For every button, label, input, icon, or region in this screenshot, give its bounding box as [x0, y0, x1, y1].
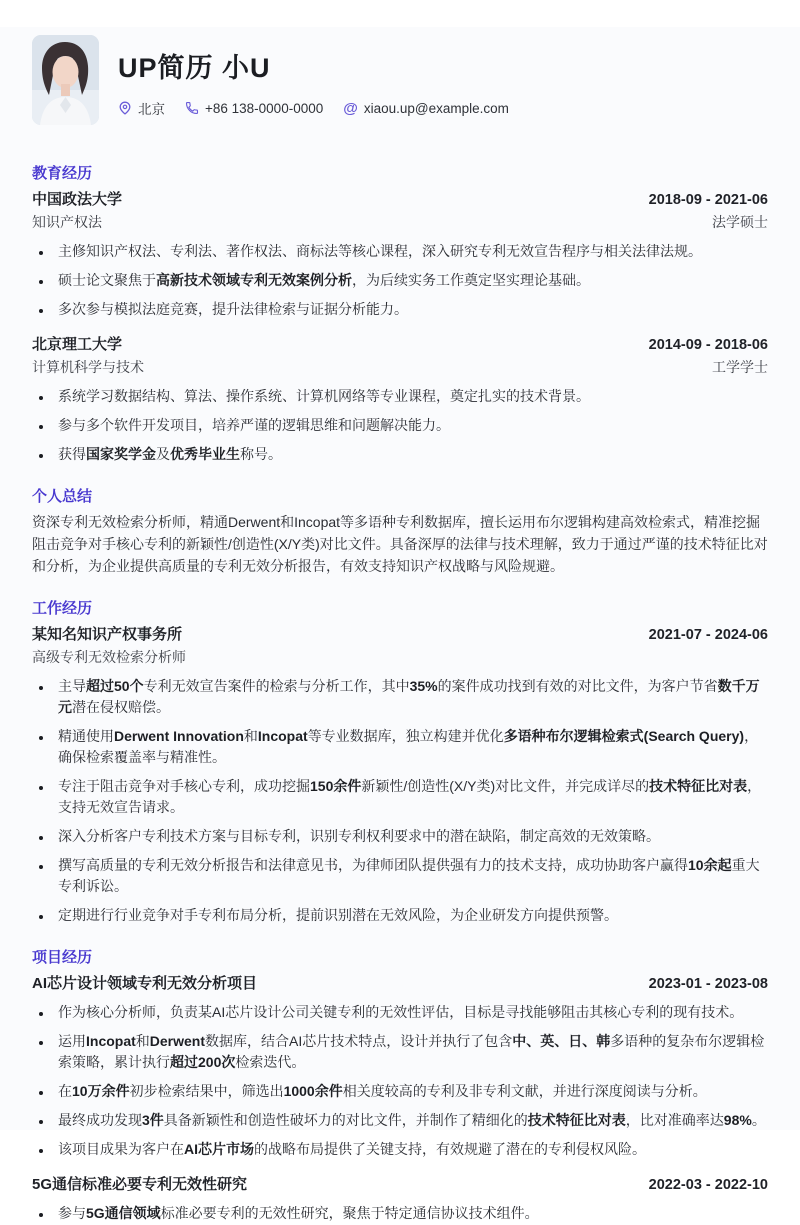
bullet-bold-text: 超过50个 [86, 678, 144, 694]
entry-subtitle-row [32, 209, 768, 232]
location-text: 北京 [138, 102, 165, 117]
entry-subtitle-row [32, 354, 768, 377]
bullet-text: 重大专利诉讼。 [58, 857, 760, 894]
bullet-item [53, 726, 768, 768]
bullet-text: 初步检索结果中，筛选出 [129, 1083, 284, 1099]
bullet-list [32, 676, 768, 926]
bullet-text: ，确保检索覆盖率与精准性。 [58, 728, 759, 765]
entry-header-row [32, 333, 768, 354]
bullet-text: 相关度较高的专利及非专利文献，并进行深度阅读与分析。 [342, 1083, 707, 1099]
bullet-item [53, 386, 768, 407]
bullet-text: 称号。 [240, 446, 282, 462]
bullet-text: 参与 [58, 1205, 86, 1221]
entry-title: AI芯片设计领域专利无效分析项目 [32, 975, 258, 992]
bullet-bold-text: 1000余件 [283, 1083, 343, 1099]
bullet-text: 新颖性/创造性(X/Y类)对比文件，并完成详尽的 [361, 778, 650, 794]
bullet-item [53, 1081, 768, 1102]
bullet-text: 定期进行行业竞争对手专利布局分析，提前识别潜在无效风险，为企业研发方向提供预警。 [58, 907, 618, 923]
bullet-item [53, 1203, 768, 1224]
contact-row [118, 98, 509, 118]
bullet-bold-text: 3件 [142, 1112, 164, 1128]
section-title-summary: 个人总结 [32, 488, 93, 505]
email-at-icon: @ [343, 99, 358, 117]
bullet-bold-text: 10万余件 [72, 1083, 130, 1099]
bullet-item [53, 299, 768, 320]
bullet-item [53, 776, 768, 818]
bullet-item [53, 415, 768, 436]
bullet-text: 撰写高质量的专利无效分析报告和法律意见书，为律师团队提供强有力的技术支持，成功协助客户赢得 [58, 857, 688, 873]
bullet-list [32, 386, 768, 465]
section-summary [32, 485, 768, 577]
entry-dates: 2023-01 - 2023-08 [648, 976, 768, 992]
bullet-item [53, 241, 768, 262]
project-entries [32, 972, 768, 1224]
section-title-education: 教育经历 [32, 165, 93, 182]
entry-subtitle-row [32, 644, 768, 667]
bullet-item [53, 270, 768, 291]
section-projects [32, 946, 768, 1224]
education-entry [32, 188, 768, 320]
bullet-text: 最终成功发现 [58, 1112, 142, 1128]
bullet-bold-text: 150余件 [310, 778, 362, 794]
resume-body [0, 162, 800, 1224]
bullet-item [53, 1031, 768, 1073]
bullet-bold-text: 多语种布尔逻辑检索式(Search Query) [503, 728, 745, 744]
education-entry [32, 333, 768, 465]
bullet-text: 深入分析客户专利技术方案与目标专利，识别专利权利要求中的潜在缺陷，制定高效的无效策略。 [58, 828, 660, 844]
entry-title: 某知名知识产权事务所 [32, 626, 183, 643]
contact-email [343, 101, 509, 116]
bullet-text: 该项目成果为客户在 [58, 1141, 184, 1157]
entry-dates: 2018-09 - 2021-06 [648, 192, 768, 208]
bullet-bold-text: Derwent Innovation [114, 728, 244, 744]
bullet-item [53, 1110, 768, 1131]
entry-subtitle: 高级专利无效检索分析师 [32, 649, 186, 665]
bullet-text: 获得 [58, 446, 86, 462]
entry-header-row [32, 972, 768, 993]
bullet-text: 数据库，结合AI芯片技术特点，设计并执行了包含 [205, 1033, 513, 1049]
bullet-bold-text: 超过200次 [170, 1054, 236, 1070]
work-entries [32, 623, 768, 926]
bullet-text: ，支持无效宣告请求。 [58, 778, 762, 815]
bullet-text: 专注于阻击竞争对手核心专利，成功挖掘 [58, 778, 310, 794]
entry-dates: 2022-03 - 2022-10 [648, 1177, 768, 1193]
bullet-text: 及 [156, 446, 170, 462]
contact-phone [185, 101, 323, 116]
bullet-text: ，为后续实务工作奠定坚实理论基础。 [352, 272, 590, 288]
bullet-text: 作为核心分析师，负责某AI芯片设计公司关键专利的无效性评估，目标是寻找能够阻击其核心专利的现有技术。 [58, 1004, 744, 1020]
bullet-text: 多次参与模拟法庭竞赛，提升法律检索与证据分析能力。 [58, 301, 408, 317]
bullet-text: 精通使用 [58, 728, 114, 744]
bullet-text: 系统学习数据结构、算法、操作系统、计算机网络等专业课程，奠定扎实的技术背景。 [58, 388, 590, 404]
bullet-text: 参与多个软件开发项目，培养严谨的逻辑思维和问题解决能力。 [58, 417, 450, 433]
entry-subtitle: 计算机科学与技术 [32, 359, 144, 375]
bullet-bold-text: 技术特征比对表 [649, 778, 748, 794]
bullet-list [32, 241, 768, 320]
section-title-projects: 项目经历 [32, 949, 93, 966]
bullet-bold-text: 国家奖学金 [86, 446, 156, 462]
contact-location [118, 98, 165, 118]
entry-degree: 法学硕士 [712, 214, 768, 230]
bullet-text: ，比对准确率达 [625, 1112, 724, 1128]
bullet-item [53, 1002, 768, 1023]
bullet-text: 标准必要专利的无效性研究，聚焦于特定通信协议技术组件。 [160, 1205, 539, 1221]
bullet-text: 主导 [58, 678, 86, 694]
bullet-list [32, 1203, 768, 1224]
candidate-name: UP简历 小U [118, 53, 271, 83]
bullet-bold-text: 优秀毕业生 [170, 446, 240, 462]
entry-header-row [32, 188, 768, 209]
entry-degree: 工学学士 [712, 359, 768, 375]
entry-title: 北京理工大学 [32, 336, 123, 353]
header-info [118, 35, 509, 125]
email-text: xiaou.up@example.com [363, 100, 509, 116]
profile-photo [32, 35, 99, 125]
bullet-text: 多语种的复杂布尔逻辑检索策略，累计执行 [58, 1033, 765, 1070]
bullet-bold-text: 35% [409, 678, 438, 694]
bullet-text: 。 [751, 1112, 766, 1128]
bullet-bold-text: 98% [723, 1112, 752, 1128]
location-pin-icon [118, 101, 132, 115]
summary-text: 资深专利无效检索分析师，精通Derwent和Incopat等多语种专利数据库，擅长运用布尔逻辑构建高效检索式，精准挖掘阻击竞争对手核心专利的新颖性/创造性(X/Y类)对比文件。具备深厚的法律与技术理解，致力于通过严谨的技术特征比对和分析，为企业提供高质量的专利无效分析报告，有效支持知识产权战略与风险规避。 [32, 514, 768, 574]
entry-subtitle: 知识产权法 [32, 214, 102, 230]
profile-photo-illustration [32, 35, 99, 125]
entry-title: 5G通信标准必要专利无效性研究 [32, 1176, 248, 1193]
bullet-text: 检索迭代。 [235, 1054, 306, 1070]
bullet-text: 潜在侵权赔偿。 [72, 699, 170, 715]
entry-header-row [32, 1173, 768, 1194]
bullet-text: 运用 [58, 1033, 86, 1049]
phone-text: +86 138-0000-0000 [205, 100, 324, 116]
bullet-bold-text: Incopat [86, 1033, 136, 1049]
bullet-item [53, 905, 768, 926]
section-education [32, 162, 768, 465]
bullet-text: 和 [135, 1033, 150, 1049]
section-title-work: 工作经历 [32, 600, 93, 617]
bullet-bold-text: 中、英、日、韩 [512, 1033, 611, 1049]
bullet-bold-text: 10余起 [688, 857, 732, 873]
section-work [32, 597, 768, 926]
bullet-bold-text: AI芯片市场 [184, 1141, 254, 1157]
entry-dates: 2014-09 - 2018-06 [648, 337, 768, 353]
resume-header [32, 0, 768, 125]
entry-title: 中国政法大学 [32, 191, 123, 208]
bullet-bold-text: Incopat [257, 728, 308, 744]
projects-entry [32, 972, 768, 1160]
bullet-bold-text: 5G通信领域 [86, 1205, 161, 1221]
bullet-item [53, 855, 768, 897]
bullet-text: 专利无效宣告案件的检索与分析工作，其中 [143, 678, 410, 694]
bullet-text: 和 [243, 728, 258, 744]
bullet-text: 的战略布局提供了关键支持，有效规避了潜在的专利侵权风险。 [254, 1141, 646, 1157]
bullet-item [53, 826, 768, 847]
education-entries [32, 188, 768, 465]
bullet-text: 具备新颖性和创造性破坏力的对比文件，并制作了精细化的 [163, 1112, 528, 1128]
entry-header-row [32, 623, 768, 644]
bullet-bold-text: Derwent [149, 1033, 206, 1049]
bullet-text: 主修知识产权法、专利法、著作权法、商标法等核心课程，深入研究专利无效宣告程序与相关法律法规。 [58, 243, 702, 259]
bullet-item [53, 1139, 768, 1160]
bullet-text: 的案件成功找到有效的对比文件，为客户节省 [437, 678, 718, 694]
phone-icon [185, 101, 199, 115]
entry-dates: 2021-07 - 2024-06 [648, 627, 768, 643]
bullet-text: 硕士论文聚焦于 [58, 272, 156, 288]
bullet-bold-text: 数千万元 [58, 678, 760, 715]
bullet-bold-text: 高新技术领域专利无效案例分析 [156, 272, 352, 288]
bullet-bold-text: 技术特征比对表 [527, 1112, 626, 1128]
bullet-text: 等专业数据库，独立构建并优化 [307, 728, 504, 744]
bullet-item [53, 676, 768, 718]
work-entry [32, 623, 768, 926]
bullet-item [53, 444, 768, 465]
bullet-text: 在 [58, 1083, 72, 1099]
bullet-list [32, 1002, 768, 1160]
projects-entry [32, 1173, 768, 1224]
